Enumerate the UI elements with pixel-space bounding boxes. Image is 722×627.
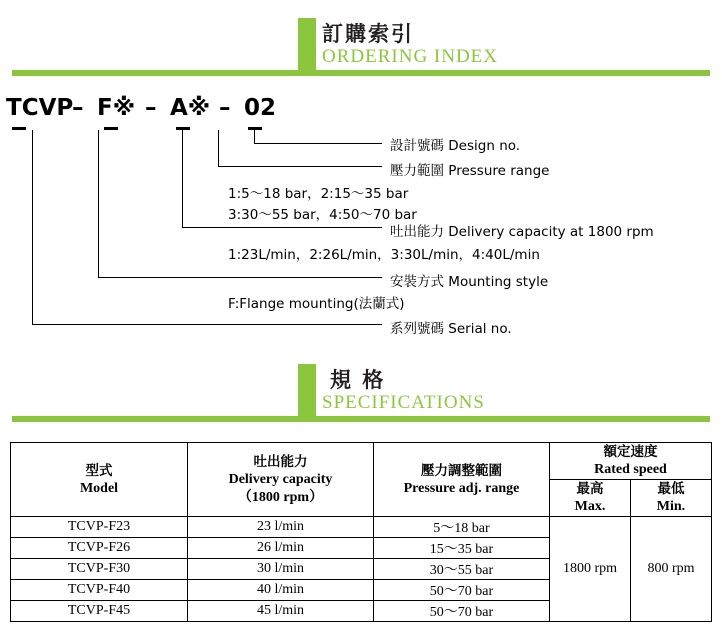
code-dash-3: – [219, 95, 231, 121]
legend-design-label: 設計號碼 Design no. [390, 138, 521, 154]
cell-pressure: 50～70 bar [374, 580, 550, 601]
table-row [11, 517, 712, 538]
leader-serial-v [32, 130, 33, 324]
cell-model: TCVP-F40 [11, 580, 188, 601]
cell-model: TCVP-F30 [11, 559, 188, 580]
code-token-delivery: A※ [170, 95, 211, 121]
cell-model: TCVP-F23 [11, 517, 188, 538]
cell-speed-max: 1800 rpm [550, 517, 631, 622]
leader-pressure-h [218, 166, 382, 167]
header-delivery-en: Delivery capacity [228, 471, 333, 487]
legend-mounting-label: 安裝方式 Mounting style [390, 274, 549, 290]
legend-pressure-detail-2: 3:30～55 bar，4:50～70 bar [228, 207, 417, 223]
leader-mounting-v [98, 130, 99, 277]
code-token-mounting: F※ [97, 95, 136, 121]
cell-delivery: 45 l/min [188, 601, 374, 622]
legend-pressure-label: 壓力範圍 Pressure range [390, 163, 550, 179]
header-model-cn: 型式 [85, 462, 113, 479]
cell-model: TCVP-F26 [11, 538, 188, 559]
ordering-index-banner [0, 18, 722, 76]
legend-serial-label: 系列號碼 Serial no. [390, 321, 512, 337]
leader-delivery-v [182, 130, 183, 227]
leader-design-v [254, 130, 255, 143]
header-pressure-en: Pressure adj. range [403, 480, 520, 496]
header-speed-min-cn: 最低 [657, 481, 685, 497]
code-dash-2: – [145, 95, 157, 121]
cell-delivery: 26 l/min [188, 538, 374, 559]
header-pressure [374, 443, 550, 517]
legend-pressure-detail-1: 1:5～18 bar，2:15～35 bar [228, 186, 409, 202]
specifications-table [10, 442, 712, 622]
table-header-row [11, 443, 712, 480]
cell-delivery: 30 l/min [188, 559, 374, 580]
header-speed [550, 443, 712, 480]
cell-pressure: 30～55 bar [374, 559, 550, 580]
cell-model: TCVP-F45 [11, 601, 188, 622]
leader-serial-h [32, 324, 382, 325]
model-code-row [0, 95, 722, 129]
legend-delivery-label: 吐出能力 Delivery capacity at 1800 rpm [390, 224, 654, 240]
header-model [11, 443, 188, 517]
header-speed-max-cn: 最高 [576, 481, 604, 497]
header-speed-min [631, 480, 712, 517]
code-dash-1: – [72, 95, 84, 121]
cell-pressure: 15～35 bar [374, 538, 550, 559]
leader-design-h [254, 143, 382, 144]
spec-banner-accent-block [298, 364, 316, 416]
banner-accent-block [298, 18, 316, 70]
tick-mounting [104, 127, 118, 130]
leader-pressure-v [218, 130, 219, 166]
code-token-design: 02 [244, 95, 277, 121]
cell-delivery: 23 l/min [188, 517, 374, 538]
header-delivery [188, 443, 374, 517]
banner-underline [12, 70, 710, 76]
cell-speed-min: 800 rpm [631, 517, 712, 622]
tick-delivery [176, 127, 190, 130]
header-delivery-sub: （1800 rpm） [237, 489, 324, 505]
header-delivery-cn: 吐出能力 [253, 453, 308, 470]
code-token-serial: TCVP [6, 95, 74, 121]
header-pressure-cn: 壓力調整範圍 [421, 462, 502, 479]
header-speed-en: Rated speed [594, 462, 667, 477]
specifications-banner [0, 364, 722, 422]
specifications-title-cn: 規 格 [330, 368, 386, 392]
spec-banner-underline [12, 416, 710, 422]
leader-mounting-h [98, 277, 382, 278]
tick-serial [12, 127, 26, 130]
ordering-index-title-en: ORDERING INDEX [322, 46, 499, 67]
header-speed-max-en: Max. [574, 499, 606, 514]
specifications-title-en: SPECIFICATIONS [322, 392, 485, 413]
ordering-index-title-cn: 訂購索引 [322, 22, 414, 46]
header-speed-min-en: Min. [656, 499, 686, 514]
header-speed-cn: 額定速度 [603, 444, 658, 460]
cell-pressure: 5～18 bar [374, 517, 550, 538]
legend-delivery-detail-1: 1:23L/min，2:26L/min，3:30L/min，4:40L/min [228, 247, 540, 263]
cell-pressure: 50～70 bar [374, 601, 550, 622]
tick-design [248, 127, 262, 130]
header-speed-max [550, 480, 631, 517]
legend-mounting-detail-1: F:Flange mounting(法蘭式) [228, 296, 405, 312]
header-model-en: Model [79, 480, 119, 496]
cell-delivery: 40 l/min [188, 580, 374, 601]
leader-delivery-h [182, 227, 382, 228]
